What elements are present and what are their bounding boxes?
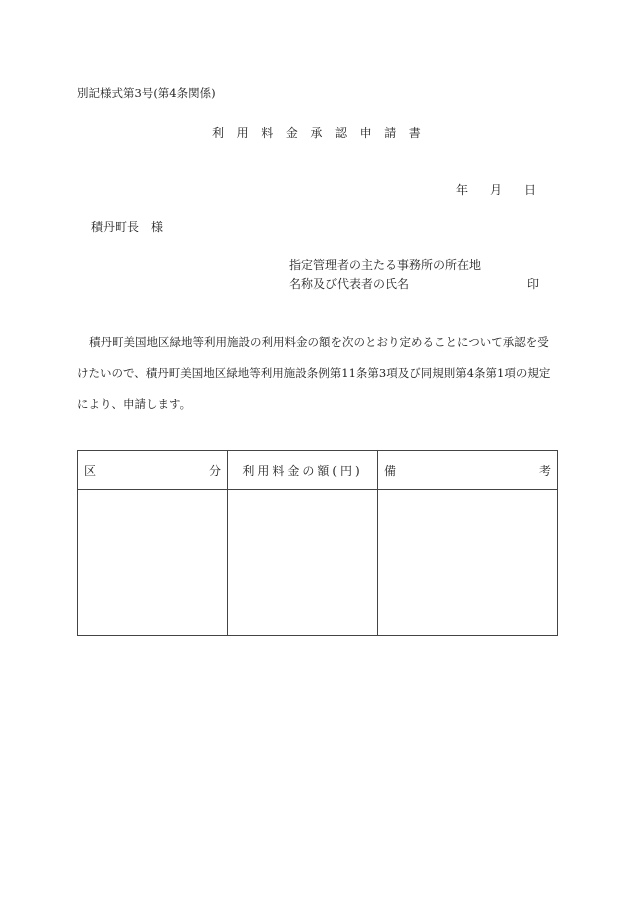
addressee-honorific: 様 [151, 220, 164, 234]
body-text: 積丹町美国地区緑地等利用施設の利用料金の額を次のとおり定めることについて承認を受けたいので、積丹町美国地区緑地等利用施設条例第11条第3項及び同規則第4条第1項の規定により、申請します。 [77, 335, 551, 411]
table-row [78, 490, 558, 636]
addressee-name: 積丹町長 [91, 220, 140, 234]
header-category-char-1: 区 [84, 463, 97, 478]
document-title: 利用料金承認申請書 [212, 126, 434, 140]
cell-amount [228, 490, 378, 636]
form-number: 別記様式第3号(第4条関係) [77, 86, 216, 100]
date-line [456, 181, 536, 198]
header-category-char-2: 分 [208, 463, 221, 478]
header-category [78, 451, 228, 490]
addressee [91, 218, 163, 235]
header-remarks-char-1: 備 [384, 463, 397, 478]
cell-remarks [378, 490, 558, 636]
header-amount: 利用料金の額(円) [228, 451, 378, 490]
seal-mark: 印 [527, 277, 540, 291]
date-day-label: 日 [523, 183, 536, 197]
date-year-label: 年 [456, 183, 469, 197]
fee-table [77, 450, 558, 636]
applicant-name-label: 名称及び代表者の氏名 [289, 277, 410, 291]
applicant-address-label: 指定管理者の主たる事務所の所在地 [289, 258, 482, 272]
table-header-row [78, 451, 558, 490]
cell-category [78, 490, 228, 636]
header-remarks-char-2: 考 [538, 463, 551, 478]
header-remarks [378, 451, 558, 490]
date-month-label: 月 [489, 183, 502, 197]
